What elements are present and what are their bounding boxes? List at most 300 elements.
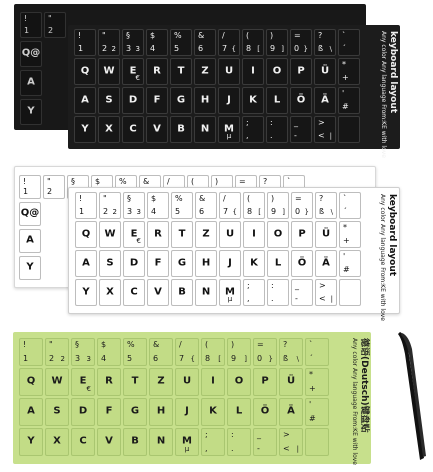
- key-letter: Q@: [20, 207, 40, 219]
- key-bottom-symbol: <: [318, 131, 325, 140]
- key-bottom-symbol: 0: [295, 207, 301, 216]
- key-row: [75, 279, 363, 306]
- key-top-symbol: ;: [205, 430, 208, 439]
- key-sticker: [19, 398, 43, 426]
- key-top-symbol: ': [342, 89, 345, 98]
- key-sticker: [314, 58, 336, 85]
- key-sticker: [338, 58, 360, 85]
- key-bottom-symbol: .: [231, 444, 234, 453]
- key-letter: I: [251, 65, 255, 76]
- key-letter: H: [156, 405, 166, 417]
- key-letter: A: [27, 76, 35, 88]
- key-sticker: [305, 428, 329, 456]
- key-sticker: [98, 29, 120, 56]
- key-letter: M: [224, 123, 234, 134]
- key-letter: D: [129, 257, 139, 268]
- key-letter: D: [128, 94, 138, 105]
- key-altgr-symbol: |: [330, 295, 333, 303]
- key-bottom-symbol: 4: [101, 354, 107, 363]
- key-bottom-symbol: 8: [246, 44, 252, 53]
- key-letter: A: [26, 234, 34, 246]
- key-sticker: [253, 428, 277, 456]
- key-grid: [19, 338, 331, 458]
- key-altgr-symbol: \: [330, 208, 333, 216]
- key-sticker: [71, 428, 95, 456]
- key-letter: L: [235, 405, 243, 417]
- key-letter: S: [53, 405, 61, 417]
- key-bottom-symbol: .: [270, 131, 273, 140]
- key-sticker: [175, 338, 199, 366]
- key-letter: Q@: [21, 47, 41, 59]
- key-letter: O: [272, 65, 282, 76]
- key-letter: K: [209, 405, 217, 417]
- key-altgr-symbol: 2: [111, 45, 116, 53]
- key-top-symbol: _: [294, 118, 298, 127]
- key-sticker: [122, 87, 144, 114]
- key-letter: X: [105, 123, 113, 134]
- key-letter: B: [131, 435, 139, 447]
- key-sticker: [74, 29, 96, 56]
- key-bottom-symbol: 7: [223, 207, 229, 216]
- key-altgr-symbol: [: [218, 355, 221, 363]
- key-top-symbol: &: [199, 194, 206, 203]
- key-letter: W: [103, 65, 115, 76]
- key-sticker: [253, 338, 277, 366]
- key-sticker: [149, 398, 173, 426]
- key-sticker: [175, 398, 199, 426]
- key-top-symbol: :: [231, 430, 234, 439]
- key-bottom-symbol: 1: [23, 187, 29, 196]
- key-row: [74, 29, 362, 56]
- key-sticker: [291, 221, 313, 248]
- key-sticker: [170, 58, 192, 85]
- key-sticker: [194, 29, 216, 56]
- key-sticker: [267, 250, 289, 277]
- key-row: [75, 221, 363, 248]
- key-altgr-symbol: \: [296, 355, 299, 363]
- key-top-symbol: !: [24, 14, 28, 23]
- key-letter: F: [153, 94, 161, 105]
- key-sticker: [43, 175, 65, 199]
- key-sticker: [123, 398, 147, 426]
- key-sticker: [218, 29, 240, 56]
- key-altgr-symbol: [: [258, 208, 261, 216]
- key-top-symbol: ): [215, 177, 219, 186]
- key-sticker: [99, 250, 121, 277]
- key-top-symbol: $: [101, 340, 107, 349]
- key-sticker: [171, 250, 193, 277]
- key-top-symbol: ?: [318, 31, 323, 40]
- key-letter: Ü: [286, 375, 296, 387]
- key-sticker: [20, 99, 42, 125]
- key-letter: Ö: [297, 257, 307, 268]
- key-top-symbol: §: [127, 194, 131, 203]
- sheet-label-subtitle: Any color Any language From:KE with love: [380, 31, 387, 158]
- key-sticker: [339, 221, 361, 248]
- key-top-symbol: *: [342, 60, 346, 69]
- key-sticker: [175, 368, 199, 396]
- key-altgr-symbol: 3: [135, 45, 140, 53]
- key-letter: L: [274, 257, 282, 268]
- white-sticker-sheet: [68, 187, 400, 321]
- key-sticker: [170, 87, 192, 114]
- key-letter: B: [178, 286, 186, 297]
- key-letter: H: [200, 94, 210, 105]
- key-letter: T: [177, 65, 185, 76]
- key-sticker: [227, 368, 251, 396]
- key-sticker: [291, 279, 313, 306]
- key-sticker: [194, 116, 216, 143]
- key-bottom-symbol: 2: [49, 354, 55, 363]
- key-sticker: [279, 398, 303, 426]
- key-top-symbol: =: [295, 194, 302, 203]
- key-altgr-symbol: \: [329, 45, 332, 53]
- key-letter: U: [182, 375, 192, 387]
- key-bottom-symbol: +: [342, 73, 349, 82]
- key-sticker: [19, 428, 43, 456]
- key-bottom-symbol: 0: [294, 44, 300, 53]
- key-sticker: [146, 29, 168, 56]
- key-row: [19, 368, 331, 396]
- key-top-symbol: ?: [319, 194, 324, 203]
- key-sticker: [219, 221, 241, 248]
- key-top-symbol: !: [78, 31, 82, 40]
- sheet-label: [379, 31, 398, 158]
- key-bottom-symbol: ´: [343, 207, 347, 216]
- key-sticker: [97, 368, 121, 396]
- key-altgr-symbol: 2: [60, 355, 65, 363]
- key-sticker: [99, 192, 121, 219]
- key-sticker: [175, 428, 199, 456]
- key-letter: P: [297, 65, 305, 76]
- key-sticker: [146, 116, 168, 143]
- key-micro-symbol: µ: [226, 132, 232, 140]
- key-sticker: [291, 192, 313, 219]
- key-row: [74, 116, 362, 143]
- key-top-symbol: `: [309, 340, 313, 349]
- key-sticker: [74, 58, 96, 85]
- black-sticker-sheet: [68, 25, 400, 158]
- key-sticker: [338, 116, 360, 143]
- key-bottom-symbol: 0: [257, 354, 263, 363]
- key-top-symbol: (: [205, 340, 209, 349]
- key-top-symbol: `: [343, 194, 347, 203]
- key-sticker: [267, 192, 289, 219]
- key-sticker: [290, 58, 312, 85]
- key-sticker: [242, 116, 264, 143]
- key-top-symbol: =: [239, 177, 246, 186]
- key-bottom-symbol: ,: [246, 131, 249, 140]
- key-letter: Ä: [321, 94, 329, 105]
- key-sticker: [19, 229, 41, 253]
- key-sticker: [146, 87, 168, 114]
- key-bottom-symbol: 8: [247, 207, 253, 216]
- key-letter: N: [156, 435, 166, 447]
- key-letter: A: [27, 405, 35, 417]
- key-altgr-symbol: €: [135, 74, 140, 82]
- key-top-symbol: §: [126, 31, 130, 40]
- key-bottom-symbol: ß: [319, 207, 325, 216]
- key-altgr-symbol: 2: [112, 208, 117, 216]
- key-top-symbol: >: [319, 281, 326, 290]
- key-top-symbol: ": [48, 14, 52, 23]
- key-letter: J: [227, 94, 231, 105]
- key-sticker: [149, 428, 173, 456]
- key-sticker: [97, 398, 121, 426]
- key-bottom-symbol: <: [283, 444, 290, 453]
- key-top-symbol: ?: [283, 340, 288, 349]
- key-sticker: [266, 87, 288, 114]
- key-top-symbol: ": [102, 31, 106, 40]
- key-sticker: [201, 398, 225, 426]
- key-sticker: [195, 221, 217, 248]
- key-sticker: [227, 398, 251, 426]
- key-bottom-symbol: 6: [199, 207, 205, 216]
- key-bottom-symbol: 9: [270, 44, 276, 53]
- key-sticker: [253, 368, 277, 396]
- sheet-label: [378, 194, 397, 321]
- key-sticker: [45, 368, 69, 396]
- key-bottom-symbol: 3: [127, 207, 133, 216]
- key-sticker: [279, 338, 303, 366]
- key-letter: T: [178, 228, 186, 239]
- key-sticker: [123, 368, 147, 396]
- key-top-symbol: &: [143, 177, 150, 186]
- key-sticker: [219, 279, 241, 306]
- key-letter: G: [176, 94, 186, 105]
- key-sticker: [45, 338, 69, 366]
- key-sticker: [279, 368, 303, 396]
- key-top-symbol: :: [270, 118, 273, 127]
- key-letter: R: [105, 375, 113, 387]
- key-sticker: [195, 279, 217, 306]
- key-row: [20, 41, 68, 67]
- key-grid: [75, 192, 363, 308]
- key-letter: A: [82, 257, 90, 268]
- key-row: [19, 398, 331, 426]
- key-row: [20, 12, 68, 38]
- key-altgr-symbol: {: [232, 208, 237, 216]
- key-sticker: [314, 116, 336, 143]
- key-top-symbol: (: [246, 31, 250, 40]
- key-letter: E: [79, 375, 87, 387]
- key-sticker: [147, 192, 169, 219]
- key-sticker: [99, 221, 121, 248]
- key-top-symbol: /: [179, 340, 182, 349]
- key-micro-symbol: µ: [227, 295, 233, 303]
- key-top-symbol: ": [47, 177, 51, 186]
- key-bottom-symbol: #: [343, 265, 350, 274]
- key-sticker: [253, 398, 277, 426]
- sheet-label-subtitle: Any color Any language From:KE with love: [351, 338, 358, 465]
- key-letter: Ü: [321, 228, 331, 239]
- sheet-label-title: 德语(Deutsch)键盘贴: [359, 338, 369, 433]
- key-bottom-symbol: <: [319, 294, 326, 303]
- key-bottom-symbol: 1: [24, 26, 30, 35]
- key-sticker: [19, 256, 41, 280]
- key-row: [20, 70, 68, 96]
- key-letter: D: [78, 405, 88, 417]
- key-sticker: [75, 250, 97, 277]
- key-bottom-symbol: 6: [198, 44, 204, 53]
- key-sticker: [44, 12, 66, 38]
- key-sticker: [339, 192, 361, 219]
- key-top-symbol: /: [222, 31, 225, 40]
- key-sticker: [75, 192, 97, 219]
- key-sticker: [71, 398, 95, 426]
- key-sticker: [315, 250, 337, 277]
- key-sticker: [290, 29, 312, 56]
- key-top-symbol: :: [271, 281, 274, 290]
- key-letter: W: [51, 375, 63, 387]
- key-top-symbol: `: [342, 31, 346, 40]
- key-sticker: [201, 428, 225, 456]
- key-row: [75, 192, 363, 219]
- key-bottom-symbol: ß: [283, 354, 289, 363]
- key-altgr-symbol: |: [329, 132, 332, 140]
- key-letter: Ö: [296, 94, 306, 105]
- key-sticker: [314, 87, 336, 114]
- key-bottom-symbol: ,: [205, 444, 208, 453]
- key-letter: O: [273, 228, 283, 239]
- key-sticker: [45, 428, 69, 456]
- key-letter: W: [104, 228, 116, 239]
- key-letter: Ö: [260, 405, 270, 417]
- key-top-symbol: $: [151, 194, 157, 203]
- key-letter: K: [249, 94, 257, 105]
- key-bottom-symbol: +: [309, 384, 316, 393]
- key-altgr-symbol: }: [303, 45, 308, 53]
- key-top-symbol: =: [257, 340, 264, 349]
- key-altgr-symbol: ]: [244, 355, 247, 363]
- key-letter: X: [106, 286, 114, 297]
- key-sticker: [123, 428, 147, 456]
- key-letter: Y: [26, 261, 34, 273]
- key-bottom-symbol: 7: [222, 44, 228, 53]
- key-sticker: [123, 279, 145, 306]
- key-row: [74, 58, 362, 85]
- key-top-symbol: !: [23, 177, 27, 186]
- key-top-symbol: ?: [263, 177, 268, 186]
- key-sticker: [305, 368, 329, 396]
- key-top-symbol: `: [287, 177, 291, 186]
- key-top-symbol: _: [295, 281, 299, 290]
- key-sticker: [75, 221, 97, 248]
- key-top-symbol: _: [257, 430, 261, 439]
- key-sticker: [279, 428, 303, 456]
- key-sticker: [74, 116, 96, 143]
- key-sticker: [339, 250, 361, 277]
- key-sticker: [267, 279, 289, 306]
- sheet-label-title: keyboard layout: [388, 31, 398, 114]
- key-letter: O: [234, 375, 244, 387]
- key-letter: J: [228, 257, 232, 268]
- key-bottom-symbol: 5: [175, 207, 181, 216]
- key-sticker: [314, 29, 336, 56]
- key-sticker: [242, 58, 264, 85]
- key-sticker: [171, 279, 193, 306]
- key-letter: T: [131, 375, 139, 387]
- key-sticker: [123, 221, 145, 248]
- key-sticker: [99, 279, 121, 306]
- key-letter: P: [261, 375, 269, 387]
- key-top-symbol: ": [103, 194, 107, 203]
- key-sticker: [315, 192, 337, 219]
- key-bottom-symbol: 9: [271, 207, 277, 216]
- key-letter: Q: [80, 65, 90, 76]
- key-top-symbol: $: [95, 177, 101, 186]
- key-letter: R: [154, 228, 162, 239]
- key-sticker: [243, 192, 265, 219]
- key-sticker: [227, 428, 251, 456]
- key-sticker: [123, 192, 145, 219]
- key-altgr-symbol: {: [190, 355, 195, 363]
- key-sticker: [243, 279, 265, 306]
- key-sticker: [147, 250, 169, 277]
- key-letter: Ä: [287, 405, 295, 417]
- key-sticker: [71, 368, 95, 396]
- key-sticker: [267, 221, 289, 248]
- key-sticker: [315, 279, 337, 306]
- key-bottom-symbol: 7: [179, 354, 185, 363]
- key-sticker: [338, 87, 360, 114]
- key-altgr-symbol: €: [86, 385, 91, 393]
- key-sticker: [71, 338, 95, 366]
- key-top-symbol: %: [175, 194, 183, 203]
- key-bottom-symbol: -: [295, 294, 298, 303]
- sheet-label-title: keyboard layout: [387, 194, 397, 277]
- key-top-symbol: ': [343, 252, 346, 261]
- key-bottom-symbol: ´: [309, 354, 313, 363]
- key-sticker: [227, 338, 251, 366]
- key-sticker: [170, 29, 192, 56]
- key-letter: I: [252, 228, 256, 239]
- key-bottom-symbol: -: [257, 444, 260, 453]
- key-letter: U: [224, 65, 234, 76]
- key-sticker: [243, 250, 265, 277]
- key-bottom-symbol: ß: [318, 44, 324, 53]
- key-letter: H: [201, 257, 211, 268]
- key-letter: M: [182, 435, 192, 447]
- key-altgr-symbol: {: [231, 45, 236, 53]
- key-sticker: [98, 87, 120, 114]
- key-sticker: [122, 29, 144, 56]
- key-bottom-symbol: #: [309, 414, 316, 423]
- key-sticker: [98, 58, 120, 85]
- key-letter: I: [211, 375, 215, 387]
- key-bottom-symbol: 2: [103, 207, 109, 216]
- green-sticker-sheet: [13, 332, 371, 464]
- key-sticker: [194, 58, 216, 85]
- key-letter: Y: [82, 286, 90, 297]
- key-altgr-symbol: ]: [281, 45, 284, 53]
- key-top-symbol: ): [231, 340, 235, 349]
- key-top-symbol: §: [75, 340, 79, 349]
- key-letter: M: [225, 286, 235, 297]
- key-altgr-symbol: 3: [136, 208, 141, 216]
- key-bottom-symbol: 9: [231, 354, 237, 363]
- key-sticker: [201, 338, 225, 366]
- key-altgr-symbol: |: [296, 445, 299, 453]
- key-letter: G: [130, 405, 140, 417]
- key-row: [74, 87, 362, 114]
- key-sticker: [123, 338, 147, 366]
- key-letter: A: [81, 94, 89, 105]
- key-letter: Y: [27, 435, 35, 447]
- back-keys: [20, 12, 68, 128]
- key-letter: Q: [26, 375, 36, 387]
- key-letter: Y: [81, 123, 89, 134]
